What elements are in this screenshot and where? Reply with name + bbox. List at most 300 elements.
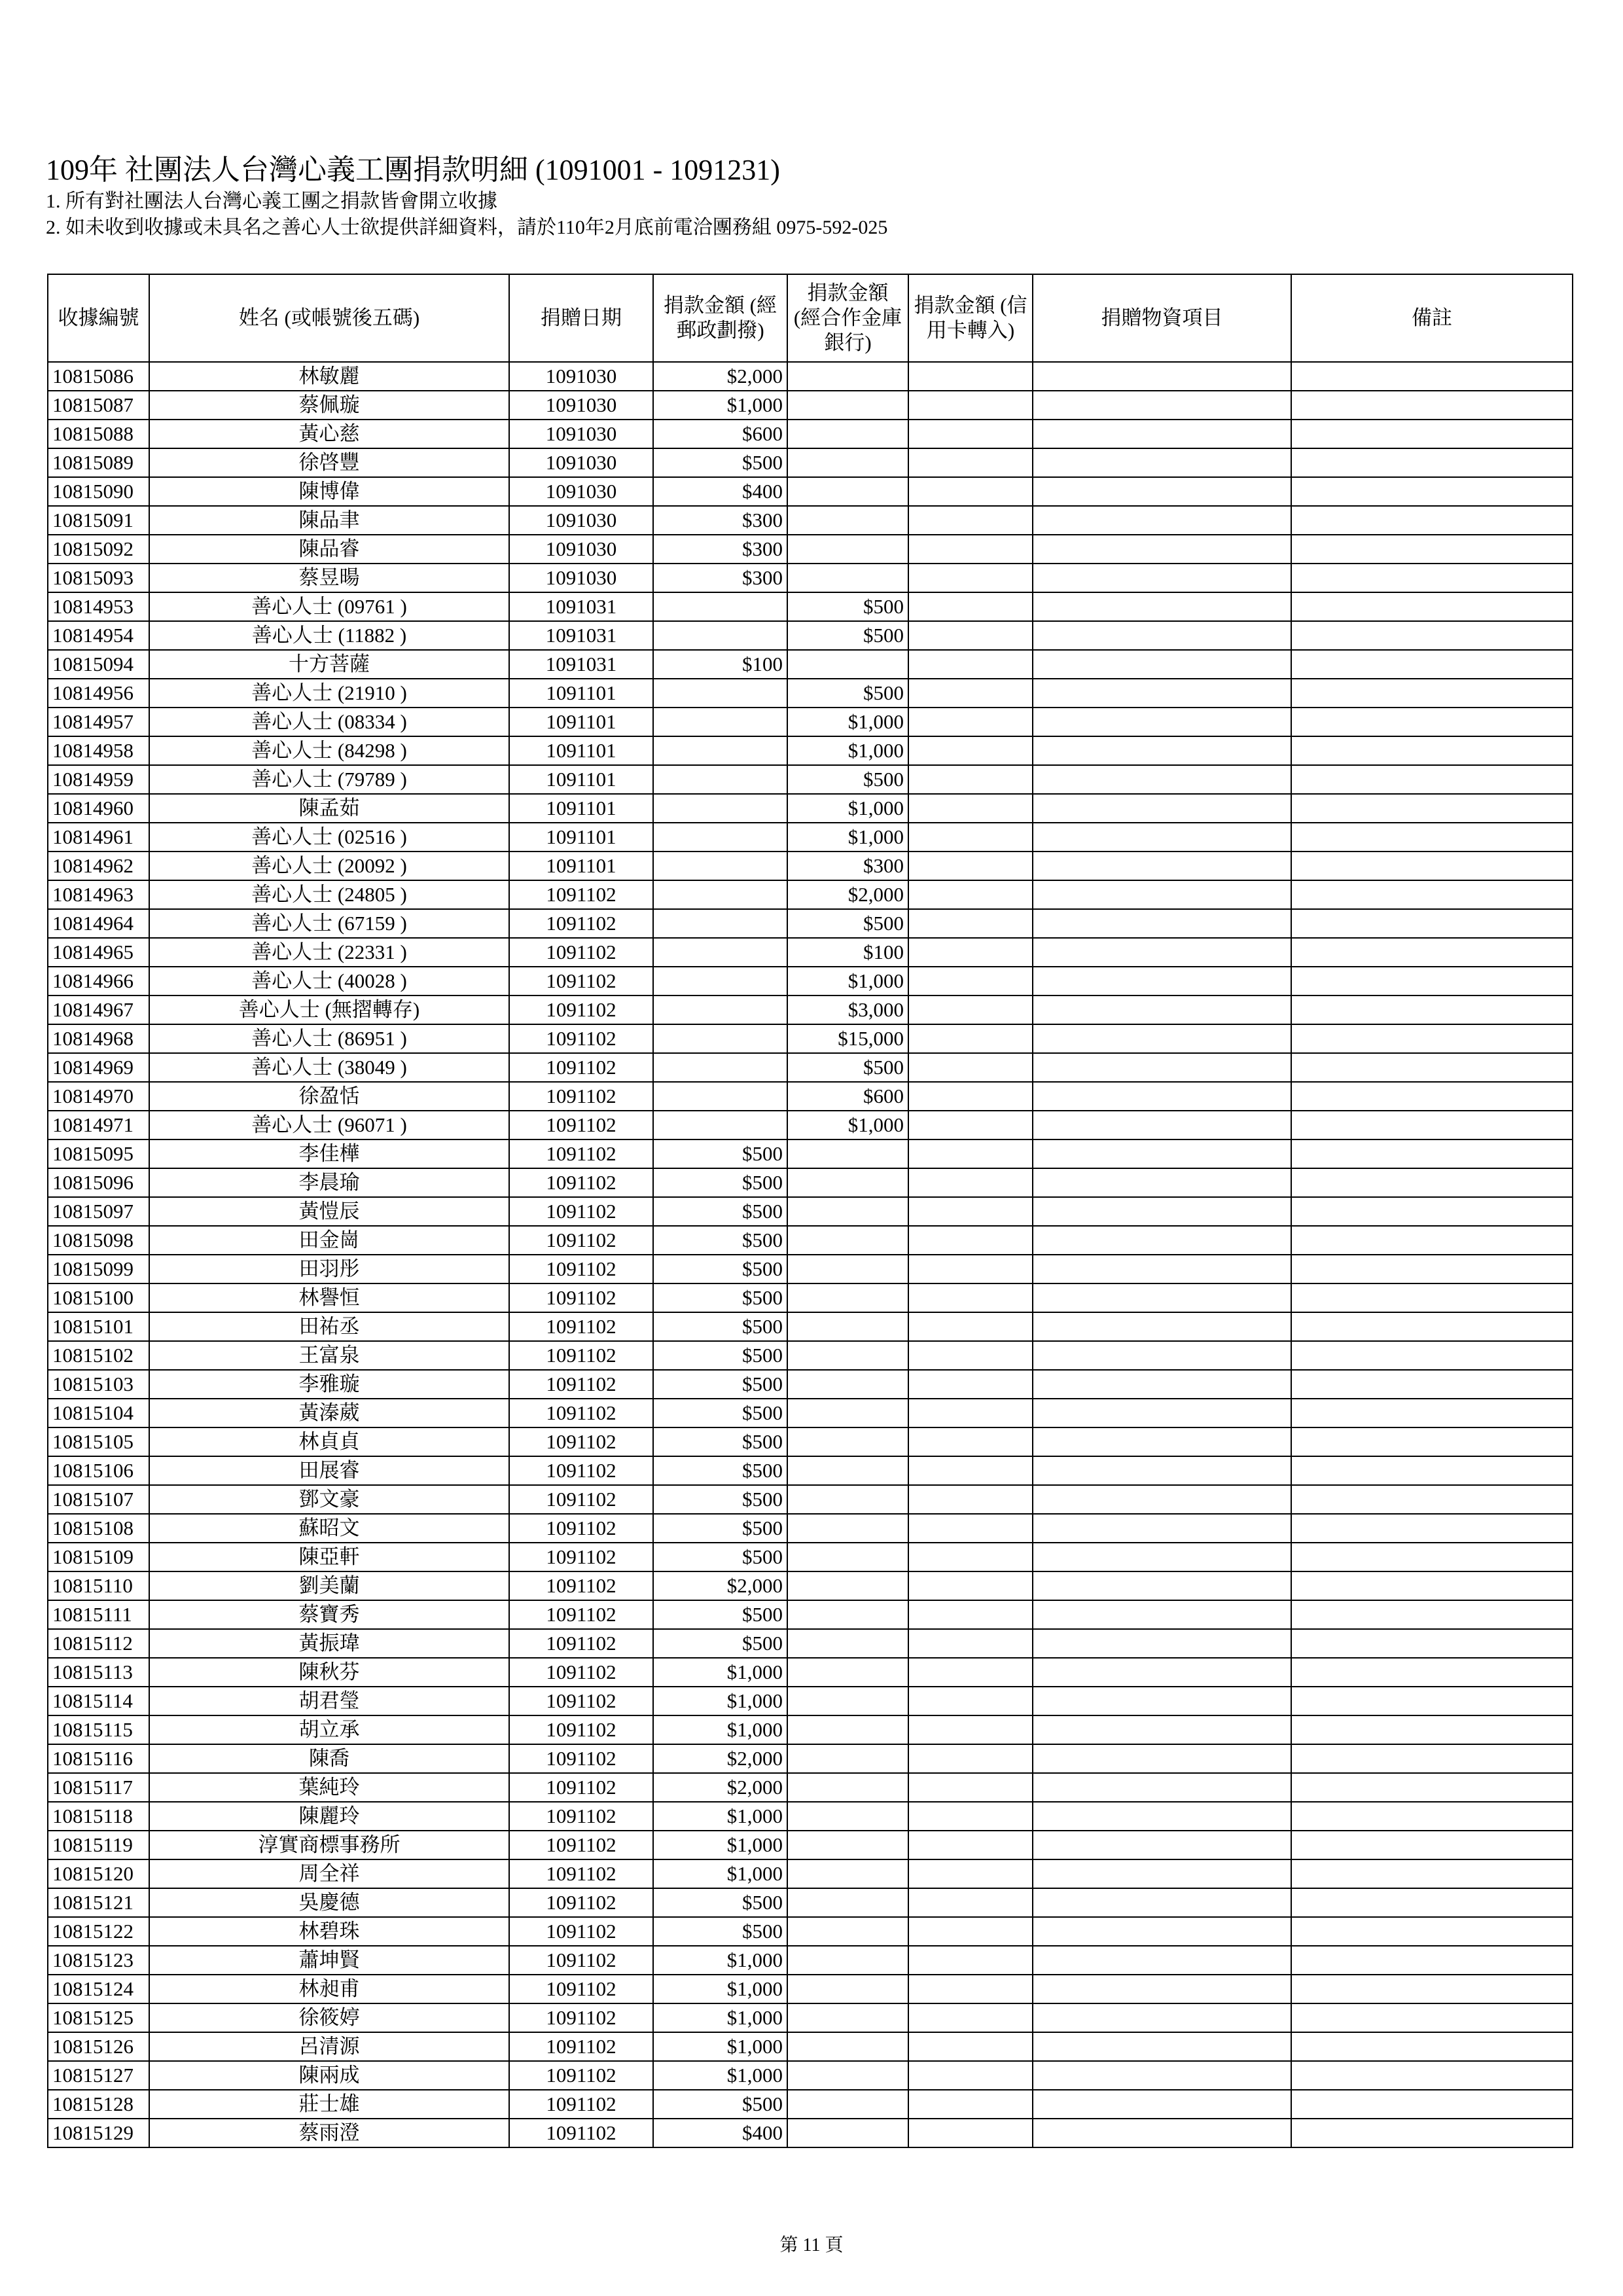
donation-date-cell: 1091102 bbox=[509, 2090, 653, 2119]
donor-name-cell: 蔡昱暘 bbox=[149, 564, 509, 592]
donation-date-cell: 1091101 bbox=[509, 765, 653, 794]
donor-name-cell: 陳喬 bbox=[149, 1744, 509, 1773]
amount-coop-bank-cell bbox=[787, 1543, 908, 1571]
donor-name-cell: 陳亞軒 bbox=[149, 1543, 509, 1571]
amount-coop-bank-cell bbox=[787, 1773, 908, 1802]
amount-postal-cell: $2,000 bbox=[653, 1744, 787, 1773]
table-row bbox=[48, 1341, 1573, 1370]
amount-coop-bank-cell bbox=[787, 362, 908, 391]
donation-date-cell: 1091102 bbox=[509, 1658, 653, 1687]
donation-date-cell: 1091102 bbox=[509, 1571, 653, 1600]
remarks-cell bbox=[1291, 1283, 1573, 1312]
table-row bbox=[48, 650, 1573, 679]
goods-donated-cell bbox=[1033, 967, 1291, 996]
table-row bbox=[48, 1946, 1573, 1975]
amount-coop-bank-cell: $500 bbox=[787, 765, 908, 794]
donor-name-cell: 周全祥 bbox=[149, 1859, 509, 1888]
amount-coop-bank-cell bbox=[787, 1514, 908, 1543]
amount-postal-cell: $500 bbox=[653, 1917, 787, 1946]
amount-credit-card-cell bbox=[908, 1312, 1033, 1341]
remarks-cell bbox=[1291, 2061, 1573, 2090]
donation-date-cell: 1091102 bbox=[509, 1687, 653, 1715]
donation-date-cell: 1091102 bbox=[509, 1399, 653, 1427]
donor-name-cell: 善心人士 (79789 ) bbox=[149, 765, 509, 794]
amount-credit-card-cell bbox=[908, 1888, 1033, 1917]
amount-coop-bank-cell bbox=[787, 2090, 908, 2119]
receipt-no-cell: 10815122 bbox=[48, 1917, 149, 1946]
goods-donated-cell bbox=[1033, 362, 1291, 391]
amount-coop-bank-cell: $2,000 bbox=[787, 880, 908, 909]
amount-coop-bank-cell bbox=[787, 2003, 908, 2032]
amount-credit-card-cell bbox=[908, 1341, 1033, 1370]
amount-coop-bank-cell: $500 bbox=[787, 592, 908, 621]
amount-coop-bank-cell bbox=[787, 506, 908, 535]
table-row bbox=[48, 1571, 1573, 1600]
amount-coop-bank-cell bbox=[787, 1168, 908, 1197]
donor-name-cell: 徐筱婷 bbox=[149, 2003, 509, 2032]
donor-name-cell: 吳慶德 bbox=[149, 1888, 509, 1917]
amount-coop-bank-cell bbox=[787, 1283, 908, 1312]
receipt-no-cell: 10815093 bbox=[48, 564, 149, 592]
remarks-cell bbox=[1291, 1859, 1573, 1888]
goods-donated-cell bbox=[1033, 1168, 1291, 1197]
goods-donated-cell bbox=[1033, 1888, 1291, 1917]
amount-coop-bank-cell bbox=[787, 1139, 908, 1168]
donor-name-cell: 善心人士 (22331 ) bbox=[149, 938, 509, 967]
receipt-no-cell: 10815117 bbox=[48, 1773, 149, 1802]
table-row bbox=[48, 967, 1573, 996]
receipt-no-cell: 10815099 bbox=[48, 1255, 149, 1283]
donor-name-cell: 蔡寶秀 bbox=[149, 1600, 509, 1629]
table-row bbox=[48, 1053, 1573, 1082]
table-row bbox=[48, 592, 1573, 621]
goods-donated-cell bbox=[1033, 2061, 1291, 2090]
amount-coop-bank-cell bbox=[787, 1600, 908, 1629]
amount-postal-cell bbox=[653, 880, 787, 909]
receipt-no-cell: 10815108 bbox=[48, 1514, 149, 1543]
table-row bbox=[48, 2003, 1573, 2032]
amount-postal-cell bbox=[653, 967, 787, 996]
receipt-no-cell: 10815128 bbox=[48, 2090, 149, 2119]
receipt-no-cell: 10815096 bbox=[48, 1168, 149, 1197]
amount-postal-cell: $1,000 bbox=[653, 1658, 787, 1687]
receipt-no-cell: 10815113 bbox=[48, 1658, 149, 1687]
donation-date-cell: 1091102 bbox=[509, 1456, 653, 1485]
goods-donated-cell bbox=[1033, 1773, 1291, 1802]
amount-credit-card-cell bbox=[908, 1427, 1033, 1456]
donor-name-cell: 鄧文豪 bbox=[149, 1485, 509, 1514]
amount-coop-bank-cell bbox=[787, 1687, 908, 1715]
amount-credit-card-cell bbox=[908, 1168, 1033, 1197]
amount-coop-bank-cell bbox=[787, 1197, 908, 1226]
amount-credit-card-cell bbox=[908, 1629, 1033, 1658]
amount-coop-bank-cell bbox=[787, 448, 908, 477]
receipt-no-cell: 10815098 bbox=[48, 1226, 149, 1255]
remarks-cell bbox=[1291, 1427, 1573, 1456]
amount-credit-card-cell bbox=[908, 880, 1033, 909]
donor-name-cell: 陳麗玲 bbox=[149, 1802, 509, 1831]
donation-date-cell: 1091102 bbox=[509, 1859, 653, 1888]
remarks-cell bbox=[1291, 1111, 1573, 1139]
donation-date-cell: 1091102 bbox=[509, 1312, 653, 1341]
amount-postal-cell bbox=[653, 996, 787, 1024]
amount-coop-bank-cell bbox=[787, 535, 908, 564]
donor-name-cell: 善心人士 (21910 ) bbox=[149, 679, 509, 708]
remarks-cell bbox=[1291, 1831, 1573, 1859]
donor-name-cell: 陳孟茹 bbox=[149, 794, 509, 823]
amount-postal-cell: $500 bbox=[653, 1399, 787, 1427]
donor-name-cell: 黃愷辰 bbox=[149, 1197, 509, 1226]
donation-date-cell: 1091030 bbox=[509, 391, 653, 420]
donor-name-cell: 善心人士 (無摺轉存) bbox=[149, 996, 509, 1024]
amount-postal-cell: $2,000 bbox=[653, 1571, 787, 1600]
remarks-cell bbox=[1291, 2090, 1573, 2119]
donor-name-cell: 黃溱葳 bbox=[149, 1399, 509, 1427]
amount-credit-card-cell bbox=[908, 1283, 1033, 1312]
goods-donated-cell bbox=[1033, 1024, 1291, 1053]
receipt-no-cell: 10815109 bbox=[48, 1543, 149, 1571]
amount-credit-card-cell bbox=[908, 592, 1033, 621]
amount-credit-card-cell bbox=[908, 1571, 1033, 1600]
amount-credit-card-cell bbox=[908, 967, 1033, 996]
donation-date-cell: 1091102 bbox=[509, 909, 653, 938]
goods-donated-cell bbox=[1033, 1111, 1291, 1139]
amount-postal-cell: $500 bbox=[653, 1427, 787, 1456]
remarks-cell bbox=[1291, 1946, 1573, 1975]
goods-donated-cell bbox=[1033, 794, 1291, 823]
goods-donated-cell bbox=[1033, 1370, 1291, 1399]
amount-credit-card-cell bbox=[908, 736, 1033, 765]
amount-coop-bank-cell: $3,000 bbox=[787, 996, 908, 1024]
table-row bbox=[48, 1715, 1573, 1744]
goods-donated-cell bbox=[1033, 1744, 1291, 1773]
goods-donated-cell bbox=[1033, 448, 1291, 477]
table-row bbox=[48, 1859, 1573, 1888]
goods-donated-cell bbox=[1033, 1571, 1291, 1600]
header-amount-postal: 捐款金額 (經郵政劃撥) bbox=[653, 274, 787, 362]
amount-postal-cell: $2,000 bbox=[653, 362, 787, 391]
goods-donated-cell bbox=[1033, 1831, 1291, 1859]
amount-credit-card-cell bbox=[908, 996, 1033, 1024]
donation-date-cell: 1091101 bbox=[509, 708, 653, 736]
table-row bbox=[48, 1975, 1573, 2003]
receipt-no-cell: 10815124 bbox=[48, 1975, 149, 2003]
receipt-no-cell: 10815111 bbox=[48, 1600, 149, 1629]
goods-donated-cell bbox=[1033, 823, 1291, 852]
amount-coop-bank-cell bbox=[787, 2061, 908, 2090]
table-row bbox=[48, 1629, 1573, 1658]
amount-coop-bank-cell bbox=[787, 1802, 908, 1831]
goods-donated-cell bbox=[1033, 650, 1291, 679]
remarks-cell bbox=[1291, 448, 1573, 477]
receipt-no-cell: 10815100 bbox=[48, 1283, 149, 1312]
receipt-no-cell: 10814964 bbox=[48, 909, 149, 938]
page-title: 109年 社團法人台灣心義工團捐款明細 (1091001 - 1091231) bbox=[46, 154, 780, 186]
amount-postal-cell bbox=[653, 736, 787, 765]
goods-donated-cell bbox=[1033, 1341, 1291, 1370]
amount-postal-cell: $500 bbox=[653, 1226, 787, 1255]
amount-postal-cell bbox=[653, 765, 787, 794]
receipt-no-cell: 10814954 bbox=[48, 621, 149, 650]
amount-coop-bank-cell: $1,000 bbox=[787, 823, 908, 852]
donor-name-cell: 善心人士 (02516 ) bbox=[149, 823, 509, 852]
donation-date-cell: 1091031 bbox=[509, 621, 653, 650]
amount-credit-card-cell bbox=[908, 909, 1033, 938]
remarks-cell bbox=[1291, 708, 1573, 736]
table-row bbox=[48, 448, 1573, 477]
amount-coop-bank-cell bbox=[787, 477, 908, 506]
amount-coop-bank-cell bbox=[787, 1831, 908, 1859]
receipt-no-cell: 10814962 bbox=[48, 852, 149, 880]
receipt-no-cell: 10815090 bbox=[48, 477, 149, 506]
table-row bbox=[48, 621, 1573, 650]
amount-credit-card-cell bbox=[908, 1399, 1033, 1427]
donation-date-cell: 1091102 bbox=[509, 1917, 653, 1946]
donor-name-cell: 徐啓豐 bbox=[149, 448, 509, 477]
remarks-cell bbox=[1291, 564, 1573, 592]
table-row bbox=[48, 1744, 1573, 1773]
amount-credit-card-cell bbox=[908, 1197, 1033, 1226]
donation-date-cell: 1091102 bbox=[509, 1543, 653, 1571]
amount-postal-cell: $600 bbox=[653, 420, 787, 448]
table-row bbox=[48, 1485, 1573, 1514]
goods-donated-cell bbox=[1033, 1226, 1291, 1255]
donor-name-cell: 善心人士 (40028 ) bbox=[149, 967, 509, 996]
table-row bbox=[48, 996, 1573, 1024]
goods-donated-cell bbox=[1033, 736, 1291, 765]
donor-name-cell: 李佳樺 bbox=[149, 1139, 509, 1168]
goods-donated-cell bbox=[1033, 2119, 1291, 2147]
header-donor-name: 姓名 (或帳號後五碼) bbox=[149, 274, 509, 362]
receipt-no-cell: 10815110 bbox=[48, 1571, 149, 1600]
donation-date-cell: 1091102 bbox=[509, 1514, 653, 1543]
receipt-no-cell: 10814959 bbox=[48, 765, 149, 794]
donor-name-cell: 十方菩薩 bbox=[149, 650, 509, 679]
amount-credit-card-cell bbox=[908, 1859, 1033, 1888]
donation-date-cell: 1091030 bbox=[509, 564, 653, 592]
amount-credit-card-cell bbox=[908, 708, 1033, 736]
amount-credit-card-cell bbox=[908, 1658, 1033, 1687]
remarks-cell bbox=[1291, 880, 1573, 909]
donor-name-cell: 田展睿 bbox=[149, 1456, 509, 1485]
donor-name-cell: 善心人士 (11882 ) bbox=[149, 621, 509, 650]
receipt-no-cell: 10815091 bbox=[48, 506, 149, 535]
goods-donated-cell bbox=[1033, 1082, 1291, 1111]
amount-credit-card-cell bbox=[908, 506, 1033, 535]
table-row bbox=[48, 1139, 1573, 1168]
remarks-cell bbox=[1291, 823, 1573, 852]
amount-coop-bank-cell bbox=[787, 1427, 908, 1456]
amount-credit-card-cell bbox=[908, 1975, 1033, 2003]
amount-credit-card-cell bbox=[908, 650, 1033, 679]
goods-donated-cell bbox=[1033, 2032, 1291, 2061]
donor-name-cell: 善心人士 (20092 ) bbox=[149, 852, 509, 880]
note-contact: 2. 如未收到收據或未具名之善心人士欲提供詳細資料，請於110年2月底前電洽團務組 0975-592-025 bbox=[46, 217, 888, 238]
goods-donated-cell bbox=[1033, 1975, 1291, 2003]
remarks-cell bbox=[1291, 1082, 1573, 1111]
amount-coop-bank-cell bbox=[787, 650, 908, 679]
amount-coop-bank-cell bbox=[787, 1888, 908, 1917]
donor-name-cell: 善心人士 (86951 ) bbox=[149, 1024, 509, 1053]
donor-name-cell: 田祐丞 bbox=[149, 1312, 509, 1341]
receipt-no-cell: 10815089 bbox=[48, 448, 149, 477]
donor-name-cell: 善心人士 (08334 ) bbox=[149, 708, 509, 736]
donor-name-cell: 莊士雄 bbox=[149, 2090, 509, 2119]
note-receipt: 1. 所有對社團法人台灣心義工團之捐款皆會開立收據 bbox=[46, 190, 497, 212]
amount-coop-bank-cell bbox=[787, 420, 908, 448]
table-row bbox=[48, 535, 1573, 564]
amount-credit-card-cell bbox=[908, 1053, 1033, 1082]
table-row bbox=[48, 938, 1573, 967]
donor-name-cell: 善心人士 (09761 ) bbox=[149, 592, 509, 621]
receipt-no-cell: 10814958 bbox=[48, 736, 149, 765]
goods-donated-cell bbox=[1033, 420, 1291, 448]
remarks-cell bbox=[1291, 1888, 1573, 1917]
donation-date-cell: 1091102 bbox=[509, 938, 653, 967]
donation-date-cell: 1091102 bbox=[509, 1168, 653, 1197]
amount-credit-card-cell bbox=[908, 1370, 1033, 1399]
donor-name-cell: 劉美蘭 bbox=[149, 1571, 509, 1600]
amount-coop-bank-cell bbox=[787, 1312, 908, 1341]
amount-postal-cell bbox=[653, 621, 787, 650]
remarks-cell bbox=[1291, 1024, 1573, 1053]
table-row bbox=[48, 2061, 1573, 2090]
remarks-cell bbox=[1291, 1773, 1573, 1802]
receipt-no-cell: 10815088 bbox=[48, 420, 149, 448]
amount-credit-card-cell bbox=[908, 765, 1033, 794]
donation-date-cell: 1091102 bbox=[509, 1197, 653, 1226]
amount-postal-cell: $500 bbox=[653, 1168, 787, 1197]
goods-donated-cell bbox=[1033, 1917, 1291, 1946]
amount-coop-bank-cell bbox=[787, 1859, 908, 1888]
donation-date-cell: 1091102 bbox=[509, 996, 653, 1024]
table-row bbox=[48, 420, 1573, 448]
amount-credit-card-cell bbox=[908, 535, 1033, 564]
table-row bbox=[48, 1658, 1573, 1687]
amount-credit-card-cell bbox=[908, 477, 1033, 506]
amount-postal-cell: $300 bbox=[653, 564, 787, 592]
amount-postal-cell bbox=[653, 592, 787, 621]
receipt-no-cell: 10814967 bbox=[48, 996, 149, 1024]
receipt-no-cell: 10815087 bbox=[48, 391, 149, 420]
amount-coop-bank-cell bbox=[787, 391, 908, 420]
donation-date-cell: 1091030 bbox=[509, 535, 653, 564]
donation-date-cell: 1091102 bbox=[509, 1888, 653, 1917]
goods-donated-cell bbox=[1033, 2090, 1291, 2119]
receipt-no-cell: 10815102 bbox=[48, 1341, 149, 1370]
goods-donated-cell bbox=[1033, 621, 1291, 650]
donor-name-cell: 善心人士 (96071 ) bbox=[149, 1111, 509, 1139]
amount-postal-cell: $1,000 bbox=[653, 2032, 787, 2061]
remarks-cell bbox=[1291, 1744, 1573, 1773]
amount-postal-cell: $500 bbox=[653, 2090, 787, 2119]
receipt-no-cell: 10815125 bbox=[48, 2003, 149, 2032]
donation-date-cell: 1091102 bbox=[509, 967, 653, 996]
donation-date-cell: 1091030 bbox=[509, 477, 653, 506]
amount-postal-cell: $1,000 bbox=[653, 1715, 787, 1744]
amount-coop-bank-cell: $1,000 bbox=[787, 736, 908, 765]
amount-coop-bank-cell: $1,000 bbox=[787, 794, 908, 823]
amount-postal-cell: $1,000 bbox=[653, 1802, 787, 1831]
header-goods-donated: 捐贈物資項目 bbox=[1033, 274, 1291, 362]
donation-date-cell: 1091102 bbox=[509, 1715, 653, 1744]
remarks-cell bbox=[1291, 794, 1573, 823]
goods-donated-cell bbox=[1033, 1543, 1291, 1571]
receipt-no-cell: 10815126 bbox=[48, 2032, 149, 2061]
goods-donated-cell bbox=[1033, 880, 1291, 909]
table-row bbox=[48, 1283, 1573, 1312]
amount-postal-cell: $500 bbox=[653, 1341, 787, 1370]
header-remarks: 備註 bbox=[1291, 274, 1573, 362]
donation-date-cell: 1091102 bbox=[509, 2061, 653, 2090]
goods-donated-cell bbox=[1033, 1053, 1291, 1082]
goods-donated-cell bbox=[1033, 1658, 1291, 1687]
remarks-cell bbox=[1291, 477, 1573, 506]
receipt-no-cell: 10814963 bbox=[48, 880, 149, 909]
table-row bbox=[48, 506, 1573, 535]
remarks-cell bbox=[1291, 765, 1573, 794]
amount-postal-cell: $300 bbox=[653, 535, 787, 564]
remarks-cell bbox=[1291, 535, 1573, 564]
amount-coop-bank-cell: $500 bbox=[787, 1053, 908, 1082]
amount-coop-bank-cell bbox=[787, 1658, 908, 1687]
donation-date-cell: 1091102 bbox=[509, 1485, 653, 1514]
amount-postal-cell: $500 bbox=[653, 1600, 787, 1629]
amount-coop-bank-cell bbox=[787, 1226, 908, 1255]
page-number: 第 11 頁 bbox=[779, 2235, 844, 2255]
amount-coop-bank-cell: $1,000 bbox=[787, 967, 908, 996]
donor-name-cell: 蘇昭文 bbox=[149, 1514, 509, 1543]
amount-credit-card-cell bbox=[908, 1543, 1033, 1571]
goods-donated-cell bbox=[1033, 708, 1291, 736]
donation-date-cell: 1091102 bbox=[509, 1744, 653, 1773]
receipt-no-cell: 10814961 bbox=[48, 823, 149, 852]
amount-postal-cell: $300 bbox=[653, 506, 787, 535]
donor-name-cell: 善心人士 (84298 ) bbox=[149, 736, 509, 765]
goods-donated-cell bbox=[1033, 1600, 1291, 1629]
amount-postal-cell bbox=[653, 1111, 787, 1139]
remarks-cell bbox=[1291, 592, 1573, 621]
header-amount-credit-card: 捐款金額 (信用卡轉入) bbox=[908, 274, 1033, 362]
donor-name-cell: 李雅璇 bbox=[149, 1370, 509, 1399]
table-row bbox=[48, 736, 1573, 765]
donation-date-cell: 1091030 bbox=[509, 448, 653, 477]
amount-credit-card-cell bbox=[908, 2061, 1033, 2090]
donation-date-cell: 1091102 bbox=[509, 2032, 653, 2061]
amount-coop-bank-cell bbox=[787, 1715, 908, 1744]
amount-coop-bank-cell bbox=[787, 1370, 908, 1399]
donation-date-cell: 1091102 bbox=[509, 1831, 653, 1859]
goods-donated-cell bbox=[1033, 679, 1291, 708]
remarks-cell bbox=[1291, 1399, 1573, 1427]
donation-date-cell: 1091030 bbox=[509, 506, 653, 535]
amount-credit-card-cell bbox=[908, 852, 1033, 880]
table-row bbox=[48, 909, 1573, 938]
amount-coop-bank-cell: $600 bbox=[787, 1082, 908, 1111]
donation-date-cell: 1091102 bbox=[509, 1255, 653, 1283]
donation-date-cell: 1091101 bbox=[509, 736, 653, 765]
donation-date-cell: 1091102 bbox=[509, 1600, 653, 1629]
donation-date-cell: 1091102 bbox=[509, 1629, 653, 1658]
goods-donated-cell bbox=[1033, 1399, 1291, 1427]
amount-postal-cell: $500 bbox=[653, 1255, 787, 1283]
remarks-cell bbox=[1291, 1917, 1573, 1946]
remarks-cell bbox=[1291, 420, 1573, 448]
amount-credit-card-cell bbox=[908, 1946, 1033, 1975]
goods-donated-cell bbox=[1033, 1312, 1291, 1341]
goods-donated-cell bbox=[1033, 1255, 1291, 1283]
table-row bbox=[48, 1802, 1573, 1831]
